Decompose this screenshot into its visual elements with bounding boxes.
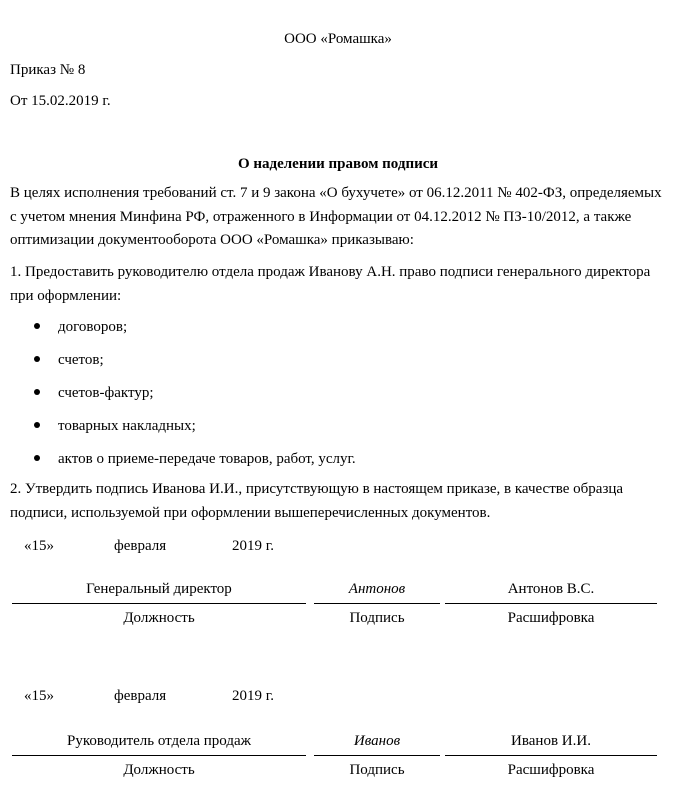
list-item-text: счетов-фактур;: [58, 385, 154, 401]
date-year: 2019 г.: [232, 688, 274, 704]
list-item-text: актов о приеме-передаче товаров, работ, услуг.: [58, 451, 356, 467]
position-line: [12, 603, 306, 604]
organization-name: ООО «Ромашка»: [284, 31, 392, 47]
position-line: [12, 755, 306, 756]
position-label: Должность: [123, 610, 195, 626]
bullet-icon: [34, 389, 40, 395]
document-title: О наделении правом подписи: [237, 156, 439, 172]
bullet-icon: [34, 455, 40, 461]
name-line: [445, 755, 657, 756]
date-day: «15»: [24, 538, 54, 554]
name-label: Расшифровка: [507, 610, 595, 626]
name-line: [445, 603, 657, 604]
point-2: 2. Утвердить подпись Иванова И.И., присутствующую в настоящем приказе, в качестве образца подписи, используемой при оформлении вышеперечисленных документов.: [10, 481, 624, 521]
order-date: От 15.02.2019 г.: [10, 93, 111, 109]
position-label: Должность: [123, 762, 195, 778]
name-value: Иванов И.И.: [511, 733, 591, 749]
list-item: [0, 316, 356, 349]
date-month: февраля: [114, 688, 167, 704]
position-value: Генеральный директор: [86, 581, 232, 597]
signature-date-2: [0, 685, 676, 707]
signature-line: [314, 603, 440, 604]
list-item-text: счетов;: [58, 352, 104, 368]
signature-block-2: [0, 730, 676, 790]
date-day: «15»: [24, 688, 54, 704]
list-item-text: товарных накладных;: [58, 418, 196, 434]
order-number: Приказ № 8: [10, 62, 86, 78]
position-value: Руководитель отдела продаж: [67, 733, 251, 749]
bullet-icon: [34, 356, 40, 362]
list-item: [0, 415, 356, 448]
name-label: Расшифровка: [507, 762, 595, 778]
signature-value: Иванов: [353, 733, 401, 749]
bullet-icon: [34, 323, 40, 329]
signature-line: [314, 755, 440, 756]
list-item-text: договоров;: [58, 319, 128, 335]
date-month: февраля: [114, 538, 167, 554]
list-item: [0, 349, 356, 382]
signature-date-1: [0, 535, 676, 557]
signature-block-1: [0, 578, 676, 638]
signature-label: Подпись: [349, 762, 405, 778]
point-1: 1. Предоставить руководителю отдела продаж Иванову А.Н. право подписи генерального директора при оформлении:: [10, 264, 651, 304]
signature-label: Подпись: [349, 610, 405, 626]
date-year: 2019 г.: [232, 538, 274, 554]
name-value: Антонов В.С.: [507, 581, 595, 597]
bullet-icon: [34, 422, 40, 428]
intro-paragraph: В целях исполнения требований ст. 7 и 9 закона «О бухучете» от 06.12.2011 № 402-ФЗ, определяемых с учетом мнения Минфина РФ, отраженного в Информации от 04.12.2012 № ПЗ-10/2012, а также оптимизации документооборота ООО «Ромашка» приказываю:: [10, 185, 662, 248]
document-list: [0, 316, 356, 481]
signature-value: Антонов: [348, 581, 406, 597]
list-item: [0, 448, 356, 481]
list-item: [0, 382, 356, 415]
